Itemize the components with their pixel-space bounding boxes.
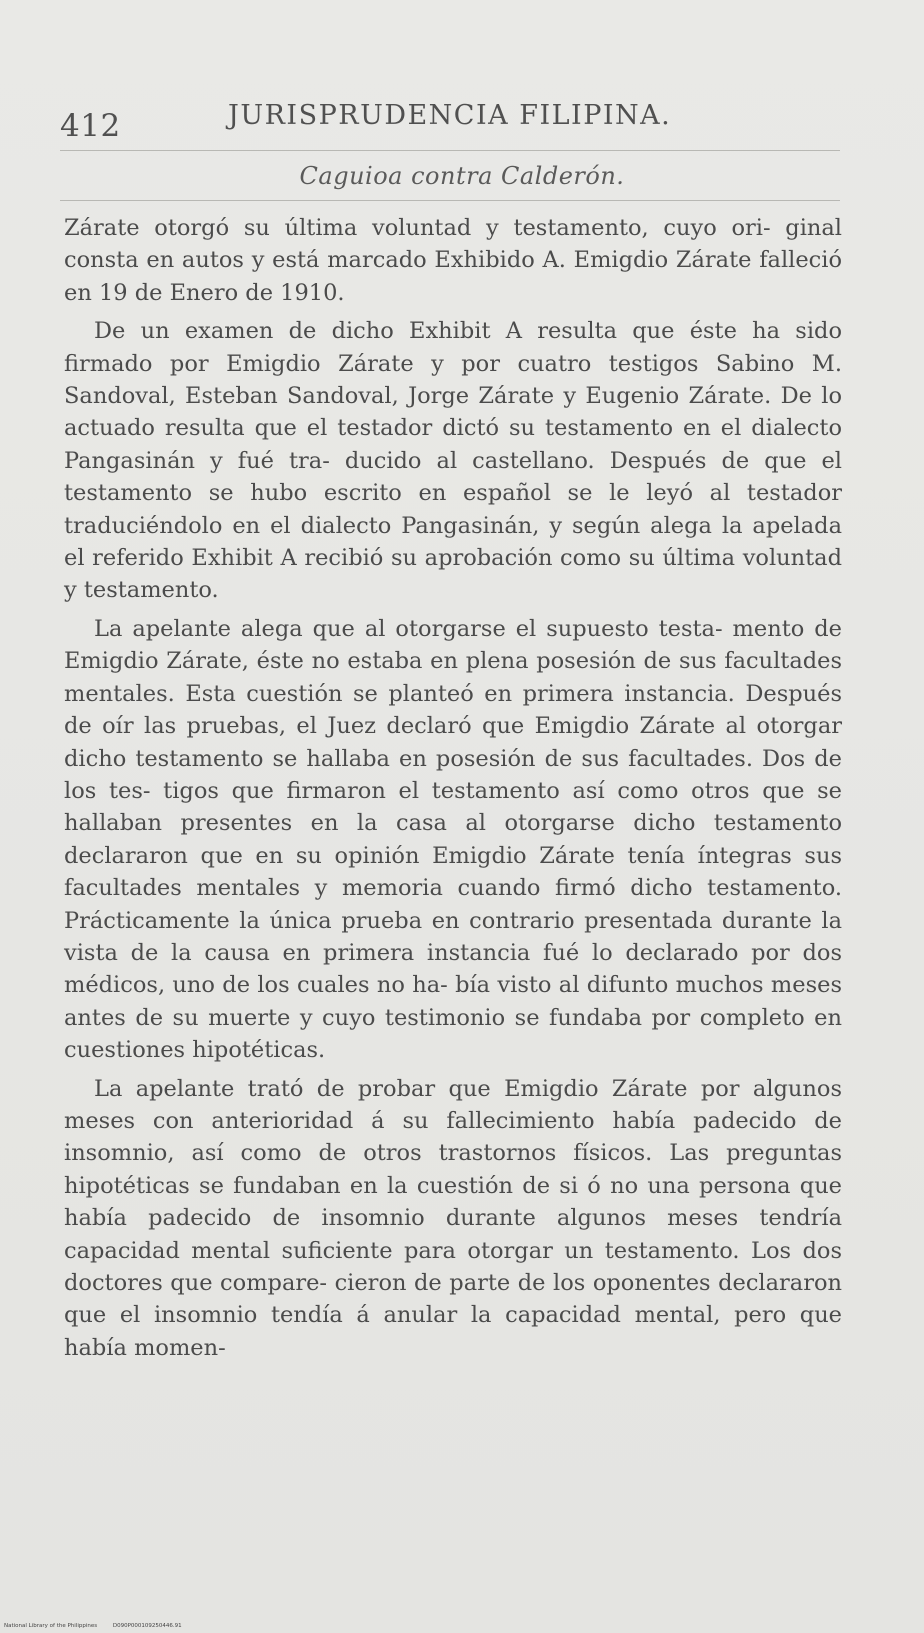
paragraph: La apelante trató de probar que Emigdio Zárate por algunos meses con anterioridad á su fallecimiento había padecido de insomnio, así como de otros trastornos físicos. Las preguntas hipotéticas se fundaban en la cuestión de si ó no una persona que había padecido de insomnio durante algunos meses tendría capacidad mental suficiente para otorgar un testamento. Los dos doctores que compare- cieron de parte de los oponentes declararon que el insomnio tendía á anular la capacidad mental, pero que había momen- xyxy=(64,1075,842,1361)
header-rule xyxy=(60,150,840,151)
scan-footer xyxy=(4,1623,196,1629)
paragraph: La apelante alega que al otorgarse el supuesto testa- mento de Emigdio Zárate, éste no estaba en plena posesión de sus facultades mentales. Esta cuestión se planteó en primera instancia. Después de oír las pruebas, el Juez declaró que Emigdio Zárate al otorgar dicho testamento se hallaba en posesión de sus facultades. Dos de los tes- tigos que firmaron el testamento así como otros que se hallaban presentes en la casa al otorgarse dicho testamento declararon que en su opinión Emigdio Zárate tenía íntegras sus facultades mentales y memoria cuando firmó dicho testamento. Prácticamente la única prueba en contrario presentada durante la vista de la causa en primera instancia fué lo declarado por dos médicos, uno de los cuales no ha- bía visto al difunto muchos meses antes de su muerte y cuyo testimonio se fundaba por completo en cuestiones hipotéticas. xyxy=(64,615,842,1064)
paragraph: De un examen de dicho Exhibit A resulta que éste ha sido firmado por Emigdio Zárate y por cuatro testigos Sabino M. Sandoval, Esteban Sandoval, Jorge Zárate y Eugenio Zárate. De lo actuado resulta que el testador dictó su testamento en el dialecto Pangasinán y fué tra- ducido al castellano. Después de que el testamento se hubo escrito en español se le leyó al testador traduciéndolo en el dialecto Pangasinán, y según alega la apelada el referido Exhibit A recibió su aprobación como su última voluntad y testamento. xyxy=(64,318,842,604)
footer-record-id: D090P000109250446.91 xyxy=(112,1623,182,1629)
case-title: Caguioa contra Calderón. xyxy=(299,162,625,190)
running-title: JURISPRUDENCIA FILIPINA. xyxy=(228,100,672,131)
page-number: 412 xyxy=(60,108,121,144)
paragraph-continuation: Zárate otorgó su última voluntad y testamento, cuyo ori- ginal consta en autos y está marcado Exhibido A. Emigdio Zárate falleció en 19 de Enero de 1910. xyxy=(64,215,842,306)
body-text xyxy=(64,212,842,1370)
case-title-rule xyxy=(60,200,840,201)
page-header xyxy=(60,100,860,152)
footer-library: National Library of the Philippines xyxy=(4,1623,98,1629)
